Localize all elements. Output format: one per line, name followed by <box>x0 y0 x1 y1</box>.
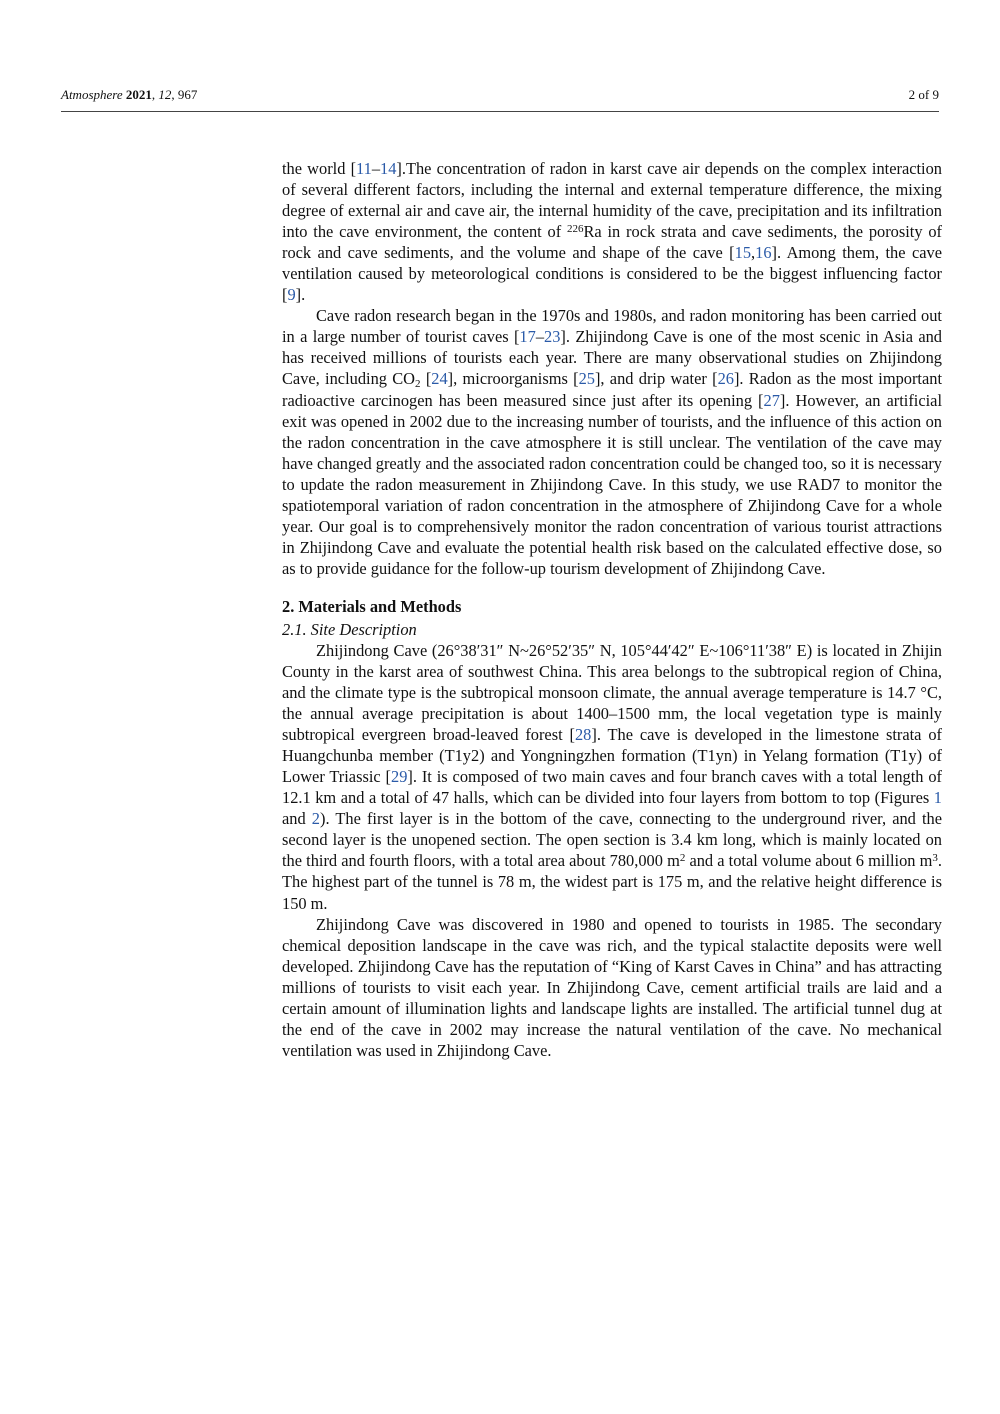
superscript: 226 <box>567 223 584 236</box>
page-header <box>61 87 939 107</box>
citation-link[interactable]: 23 <box>544 327 561 347</box>
article-body <box>282 158 942 1061</box>
running-citation: Atmosphere 2021, 12, 967 <box>61 87 198 102</box>
text-run: Ra in rock strata and cave sediments, the porosity of rock and cave sediments, and the volume and shape of the cave [ <box>282 222 942 263</box>
citation-link[interactable]: 14 <box>380 159 397 178</box>
citation-link[interactable]: 27 <box>763 390 780 410</box>
subscript: 2 <box>415 378 421 391</box>
text-run: ]. The cave is developed in the limestone strata of Huangchunba member (T1y2) and Yongningzhen formation (T1yn) in Yelang formation (T1y) of Lower Triassic [ <box>282 725 942 787</box>
text-run: ].The concentration of radon in karst cave air depends on the complex interaction of several different factors, including the internal and external temperature difference, the mixing degree of external air and cave air, the internal humidity of the cave, precipitation and its infiltration into the cave environment, the content of <box>282 159 942 242</box>
text-run: Zhijindong Cave (26°38′31″ N~26°52′35″ N, 105°44′42″ E~106°11′38″ E) is located in Zhijin County in the karst area of southwest China. This area belongs to the subtropical region of China, and the climate type is the subtropical monsoon climate, the annual average temperature is 14.7 °C, the annual average precipitation is about 1400–1500 mm, the local vegetation type is mainly subtropical evergreen broad-leaved forest [ <box>282 640 942 745</box>
text-run: the world [ <box>282 159 357 178</box>
text-run: ], microorganisms [ <box>447 369 579 389</box>
journal-name: Atmosphere <box>61 87 123 102</box>
text-run: – <box>371 159 381 178</box>
superscript: 2 <box>679 852 686 865</box>
journal-year: 2021 <box>125 87 152 102</box>
citation-link[interactable]: 15 <box>734 243 752 263</box>
citation-link[interactable]: 24 <box>431 369 448 389</box>
citation-link[interactable]: 9 <box>287 285 296 305</box>
page-number: 2 of 9 <box>908 87 939 102</box>
text-run: ]. Zhijindong Cave is one of the most scenic in Asia and has received millions of tourists each year. There are many observational studies on Zhijindong Cave, including CO <box>282 327 943 389</box>
text-run: ]. Among them, the cave ventilation caused by meteorological conditions is considered to be the biggest influencing factor [ <box>282 243 942 305</box>
section-heading: 2. Materials and Methods <box>282 596 462 616</box>
text-run: . The highest part of the tunnel is 78 m, the widest part is 175 m, and the relative height difference is 150 m. <box>282 851 942 913</box>
text-run: ). The first layer is in the bottom of the cave, connecting to the underground river, and the second layer is the unopened section. The open section is 3.4 km long, which is mainly located on the third and fourth floors, with a total area about 780,000 m <box>282 809 942 871</box>
citation-link[interactable]: 16 <box>755 243 772 263</box>
header-rule <box>61 111 939 112</box>
text-run: ]. However, an artificial exit was opened in 2002 due to the increasing number of tourists, and the influence of this action on the radon concentration in the cave atmosphere it is still unclear. The ventilation of the cave may have changed greatly and the associated radon concentration could be changed too, so it is necessary to update the radon measurement in Zhijindong Cave. In this study, we use RAD7 to monitor the spatiotemporal variation of radon concentration in the atmosphere of Zhijindong Cave for a whole year. Our goal is to comprehensively monitor the radon concentration of various tourist attractions in Zhijindong Cave and evaluate the potential health risk based on the calculated effective dose, so as to provide guidance for the follow-up tourism development of Zhijindong Cave. <box>282 390 943 578</box>
citation-link[interactable]: 29 <box>391 767 408 787</box>
text-run: ]. It is composed of two main caves and four branch caves with a total length of 12.1 km and a total of 47 halls, which can be divided into four layers from bottom to top (Figures <box>282 767 942 808</box>
article-number: 967 <box>177 87 198 102</box>
paragraph-4: Zhijindong Cave was discovered in 1980 and opened to tourists in 1985. The secondary chemical deposition landscape in the cave was rich, and the typical stalactite deposits were well developed. Zhijindong Cave has the reputation of “King of Karst Caves in China” and has attracting millions of tourists to visit each year. In Zhijindong Cave, cement artificial trails are laid and a certain amount of illumination lights and landscape lights are installed. The artificial tunnel dug at the end of the cave in 2002 may increase the natural ventilation of the cave. No mechanical ventilation was used in Zhijindong Cave. <box>282 914 942 1060</box>
citation-link[interactable]: 28 <box>574 725 592 745</box>
subsection-heading: 2.1. Site Description <box>282 619 417 639</box>
citation-link[interactable]: 26 <box>717 369 734 389</box>
paragraph-3 <box>282 640 942 914</box>
citation-link[interactable]: 11 <box>356 159 372 178</box>
citation-link[interactable]: 17 <box>519 327 536 347</box>
text-run: [ <box>420 369 432 389</box>
citation-link[interactable]: 25 <box>578 369 595 389</box>
superscript: 3 <box>932 852 938 865</box>
paragraph-1 <box>282 158 942 305</box>
text-run: – <box>535 327 545 347</box>
text-run: , <box>751 243 756 263</box>
figure-link[interactable]: 2 <box>311 809 320 829</box>
journal-volume: 12 <box>158 87 172 102</box>
text-run: ], and drip water [ <box>594 369 718 389</box>
text-run: Cave radon research began in the 1970s and 1980s, and radon monitoring has been carried out in a large number of tourist caves [ <box>282 306 942 347</box>
text-run: ]. <box>295 285 306 305</box>
paragraph-2 <box>282 305 942 579</box>
text-run: ]. Radon as the most important radioactive carcinogen has been measured since just after its opening [ <box>282 369 943 410</box>
text-run: and a total volume about 6 million m <box>685 851 933 871</box>
text-run: and <box>282 809 312 829</box>
figure-link[interactable]: 1 <box>933 788 942 808</box>
